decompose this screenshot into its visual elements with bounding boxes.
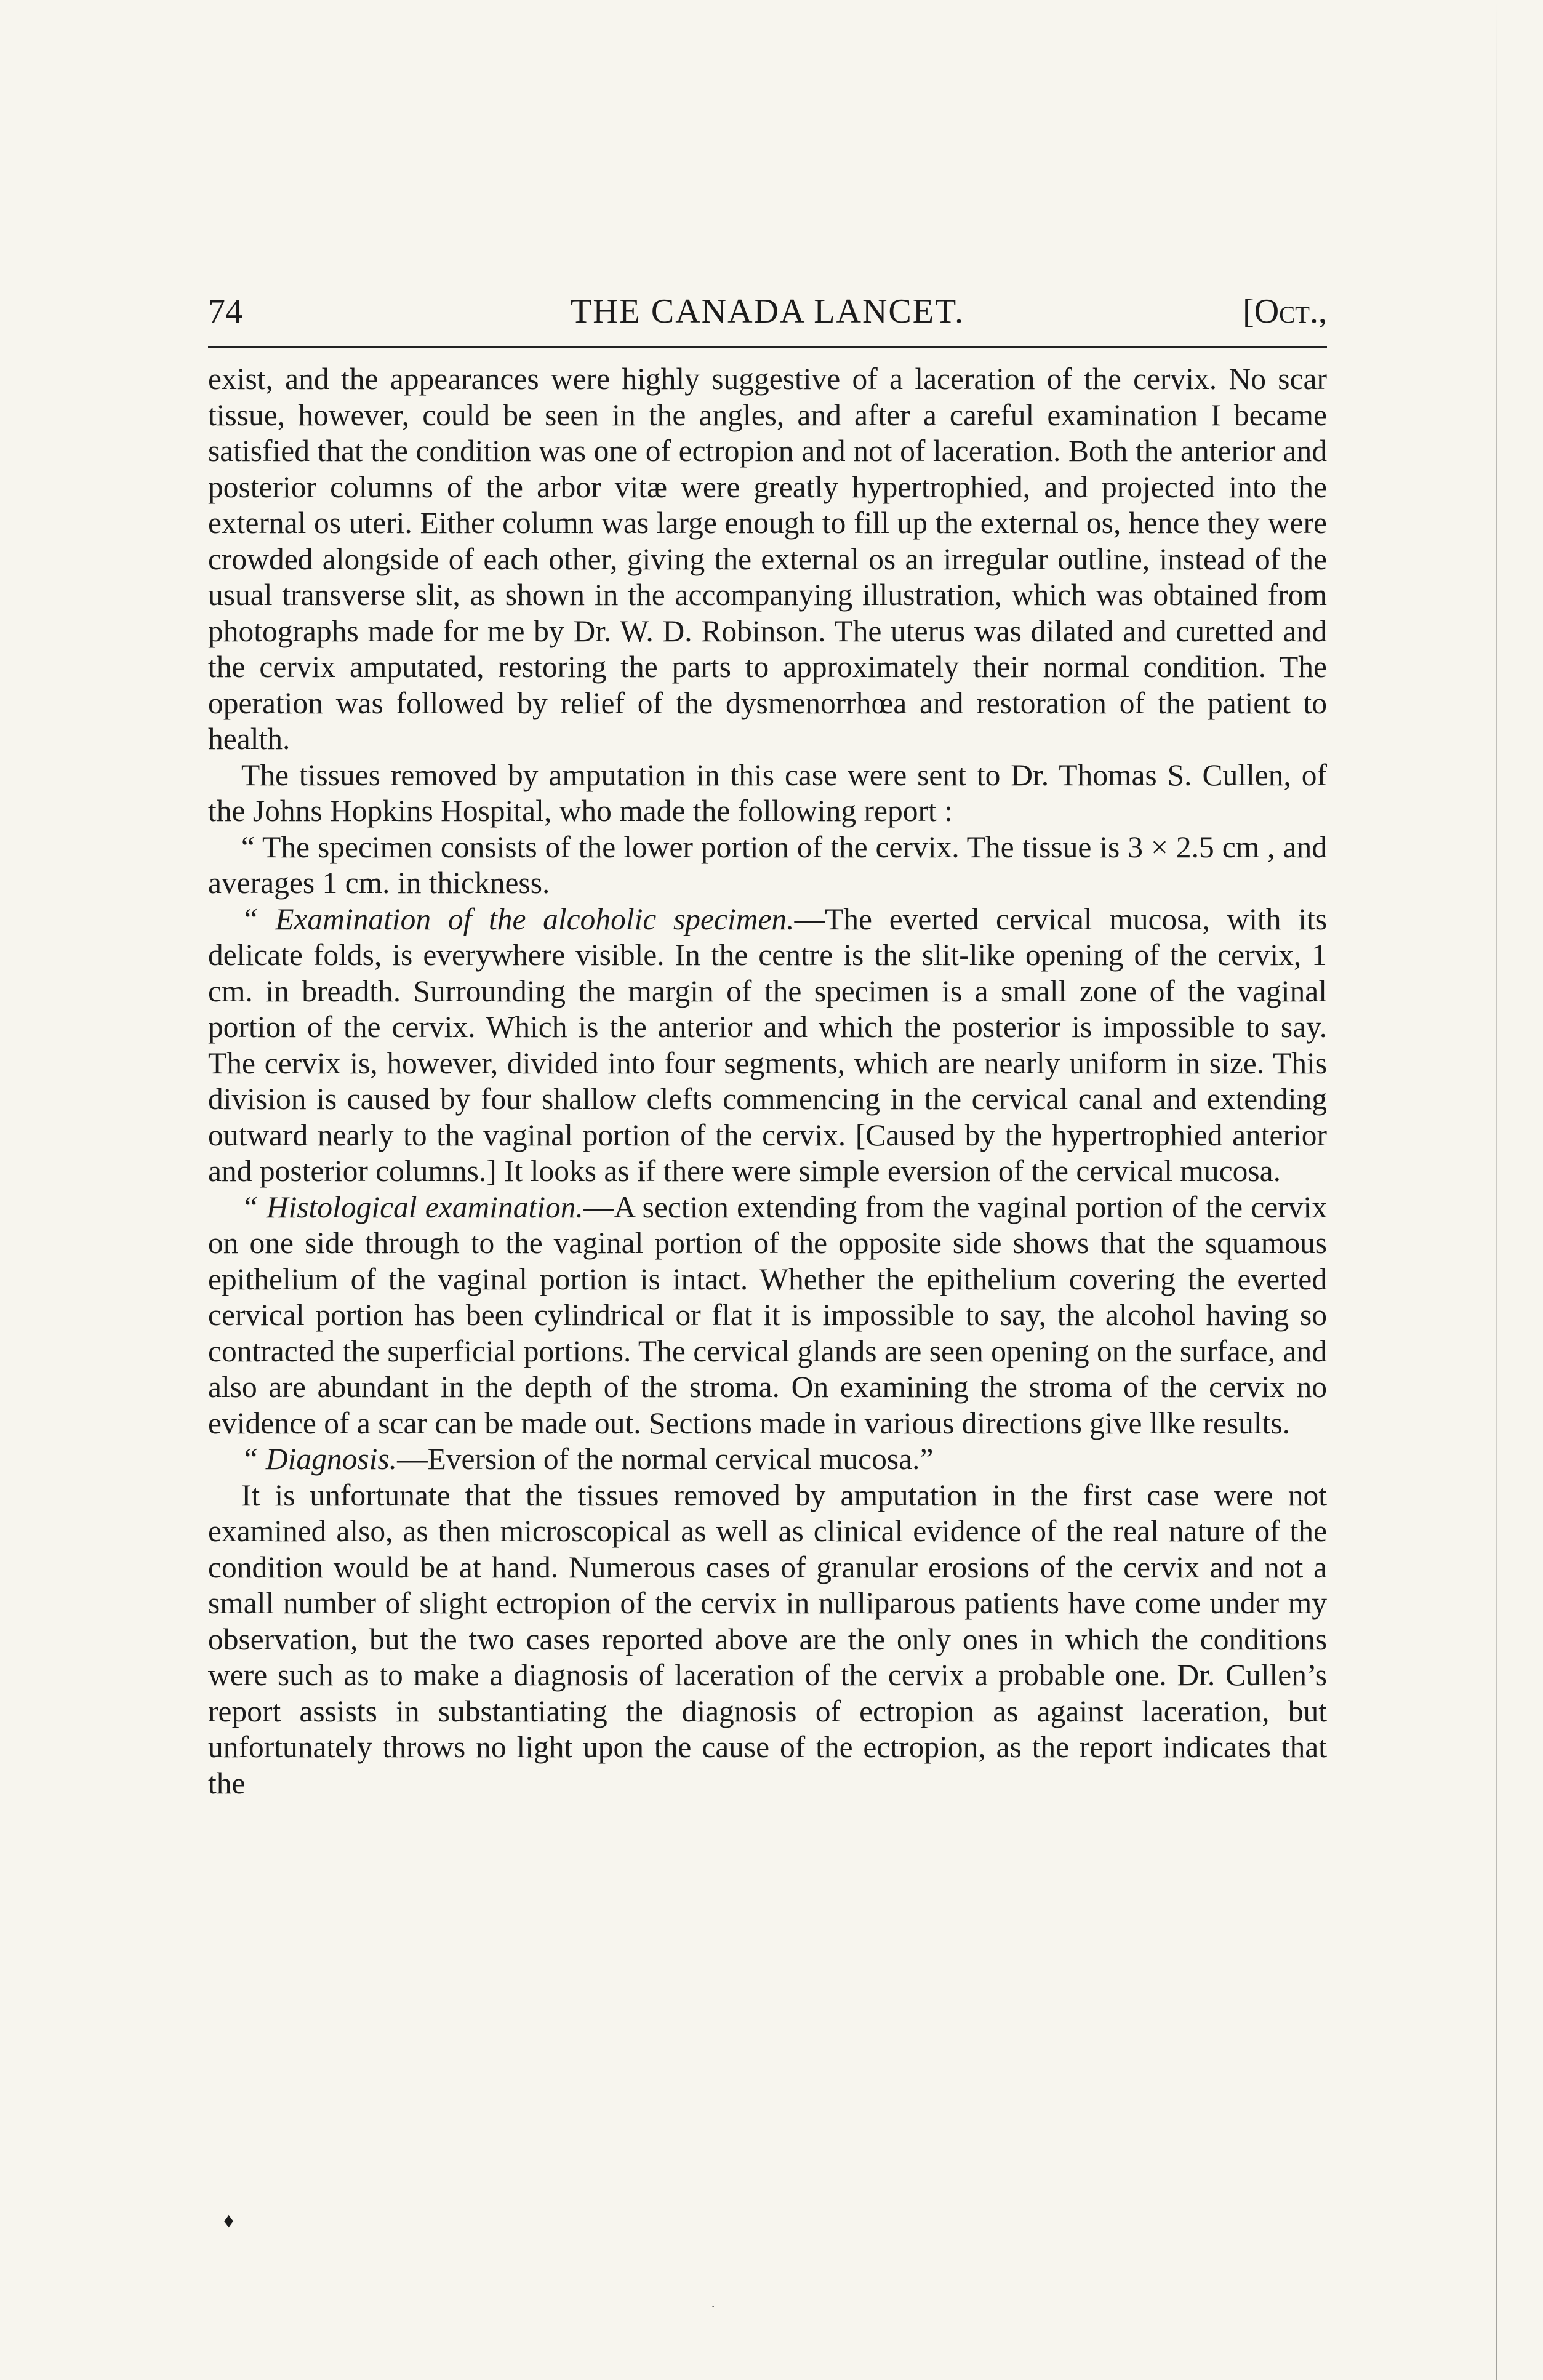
paragraph-tissues-sent: The tissues removed by amputation in this case were sent to Dr. Thomas S. Cullen, of the Johns Hopkins Hospital, who made the following report :	[208, 758, 1327, 828]
diagnosis-heading: “ Diagnosis.	[241, 1442, 398, 1476]
paragraph-specimen: “ The specimen consists of the lower portion of the cervix. The tissue is 3 × 2.5 cm , and averages 1 cm. in thickness.	[208, 830, 1327, 900]
paragraph-histological	[208, 1190, 1327, 1442]
examination-text: —The everted cervical mucosa, with its delicate folds, is everywhere visible. In the centre is the slit-like opening of the cervix, 1 cm. in breadth. Surrounding the margin of the specimen is a small zone of the vaginal portion of the cervix. Which is the anterior and which the posterior is impossible to say. The cervix is, however, divided into four segments, which are nearly uniform in size. This division is caused by four shallow clefts commencing in the cervical canal and extending outward nearly to the vaginal portion of the cervix. [Caused by the hypertrophied anterior and posterior columns.] It looks as if there were simple eversion of the cervical mucosa.	[208, 902, 1327, 1188]
journal-title: THE CANADA LANCET.	[570, 292, 965, 331]
diagnosis-text: —Eversion of the normal cervical mucosa.”	[397, 1442, 934, 1476]
ink-mark: ♦	[223, 2210, 234, 2232]
header-month: [Oct.,	[1243, 292, 1327, 331]
paragraph-closing: It is unfortunate that the tissues removed by amputation in the first case were not examined also, as then microscopical as well as clinical evidence of the real nature of the condition would be at hand. Numerous cases of granular erosions of the cervix and not a small number of slight ectropion of the cervix in nulliparous patients have come under my observation, but the two cases reported above are the only ones in which the conditions were such as to make a diagnosis of laceration of the cervix a probable one. Dr. Cullen’s report assists in substantiating the diagnosis of ectropion as against laceration, but unfortunately throws no light upon the cause of the ectropion, as the report indicates that the	[208, 1478, 1327, 1800]
book-page	[208, 283, 1327, 1801]
histological-text: —A section extending from the vaginal portion of the cervix on one side through to the vaginal portion of the opposite side shows that the squamous epithelium of the vaginal portion is intact. Whether the epithelium covering the everted cervical portion has been cylindrical or flat it is impossible to say, the alcohol having so contracted the superficial portions. The cervical glands are seen opening on the surface, and also are abundant in the depth of the stroma. On examining the stroma of the cervix no evidence of a scar can be made out. Sections made in various directions give llke results.	[208, 1190, 1327, 1440]
histological-heading: “ Histological examination.	[241, 1190, 583, 1224]
paragraph-examination	[208, 902, 1327, 1190]
examination-heading: “ Examination of the alcoholic specimen.	[241, 902, 795, 936]
paragraph-diagnosis	[208, 1441, 1327, 1478]
page-number: 74	[208, 292, 242, 331]
paper-speck: ·	[711, 2299, 716, 2314]
paragraph-continuation: exist, and the appearances were highly suggestive of a laceration of the cervix. No scar tissue, however, could be seen in the angles, and after a careful examination I became satisfied that the condition was one of ectropion and not of laceration. Both the anterior and posterior columns of the arbor vitæ were greatly hypertrophied, and projected into the external os uteri. Either column was large enough to fill up the external os, hence they were crowded alongside of each other, giving the external os an irregular outline, instead of the usual transverse slit, as shown in the accompanying illustration, which was obtained from photographs made for me by Dr. W. D. Robinson. The uterus was dilated and curetted and the cervix amputated, restoring the parts to approximately their normal condition. The operation was followed by relief of the dysmenorrhœa and restoration of the patient to health.	[208, 362, 1327, 756]
header-rule	[208, 346, 1327, 348]
page-edge-line	[1496, 0, 1497, 2380]
article-body	[208, 361, 1327, 1801]
running-header	[208, 283, 1327, 340]
